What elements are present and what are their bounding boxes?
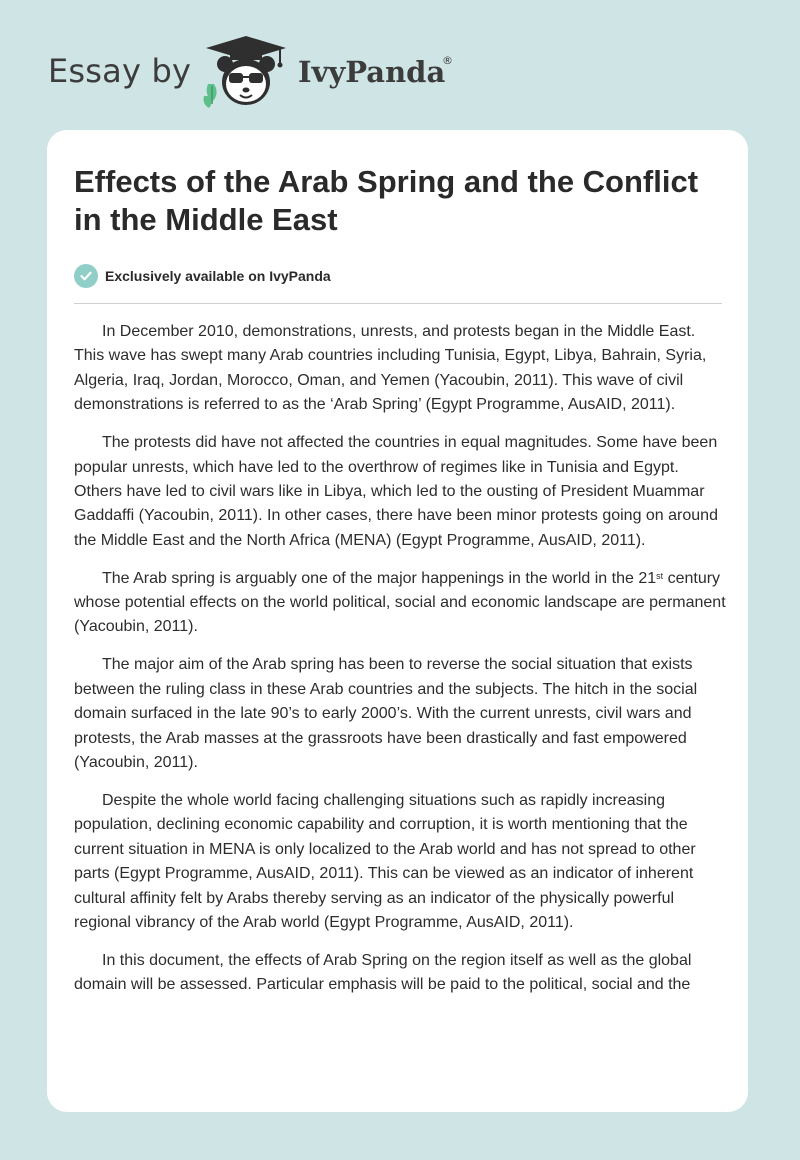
paragraph-1: In December 2010, demonstrations, unrests, and protests began in the Middle East. This wave has swept many Arab countries including Tunisia, Egypt, Libya, Bahrain, Syria, Algeria, Iraq, Jordan, Morocco, Oman, and Yemen (Yacoubin, 2011). This wave of civil demonstrations is referred to as the ‘Arab Spring’ (Egypt Programme, AusAID, 2011).	[74, 323, 707, 414]
paragraph-5: Despite the whole world facing challenging situations such as rapidly increasing population, declining economic capability and corruption, it is worth mentioning that the current situation in MENA is only localized to the Arab world and has not spread to other parts (Egypt Programme, AusAID, 2011). This can be viewed as an indicator of inherent cultural affinity felt by Arabs thereby serving as an indicator of the physically powerful regional vibrancy of the Arab world (Egypt Programme, AusAID, 2011).	[74, 791, 696, 931]
panda-logo-icon[interactable]	[200, 34, 292, 110]
paragraph-2: The protests did have not affected the countries in equal magnitudes. Some have been popular unrests, which have led to the overthrow of regimes like in Tunisia and Egypt. Others have led to civil wars like in Libya, which led to the ousting of President Muammar Gaddaffi (Yacoubin, 2011). In other cases, there have been minor protests going on around the Middle East and the North Africa (MENA) (Egypt Programme, AusAID, 2011).	[74, 434, 718, 549]
essay-card	[47, 130, 748, 1112]
essay-title: Effects of the Arab Spring and the Conflict in the Middle East	[74, 164, 699, 237]
divider	[74, 303, 722, 304]
paragraph-4: The major aim of the Arab spring has been to reverse the social situation that exists between the ruling class in these Arab countries and the subjects. The hitch in the social domain surfaced in the late 90’s to early 2000’s. With the current unrests, civil wars and protests, the Arab masses at the grassroots have been drastically and fast empowered (Yacoubin, 2011).	[74, 656, 698, 771]
paragraph-3-text-start: The Arab spring is arguably one of the major happenings in the world in the 21	[102, 569, 657, 587]
exclusive-badge-label: Exclusively available on IvyPanda	[105, 268, 331, 284]
ordinal-superscript: st	[656, 570, 664, 581]
site-header	[0, 0, 800, 125]
paragraph-6: In this document, the effects of Arab Spring on the region itself as well as the global domain will be assessed. Particular emphasis will be paid to the political, social and the	[74, 951, 692, 994]
registered-mark: ®	[442, 54, 453, 67]
paragraph-3-text-end: century whose potential effects on the world political, social and economic landscape are permanent (Yacoubin, 2011).	[74, 569, 726, 636]
brand-name[interactable]: IvyPanda	[298, 55, 446, 89]
paragraph-3	[74, 567, 726, 640]
essay-by-label: Essay by	[48, 52, 192, 90]
check-circle-icon	[74, 264, 98, 288]
essay-body	[74, 320, 726, 1011]
exclusive-badge	[74, 264, 331, 288]
